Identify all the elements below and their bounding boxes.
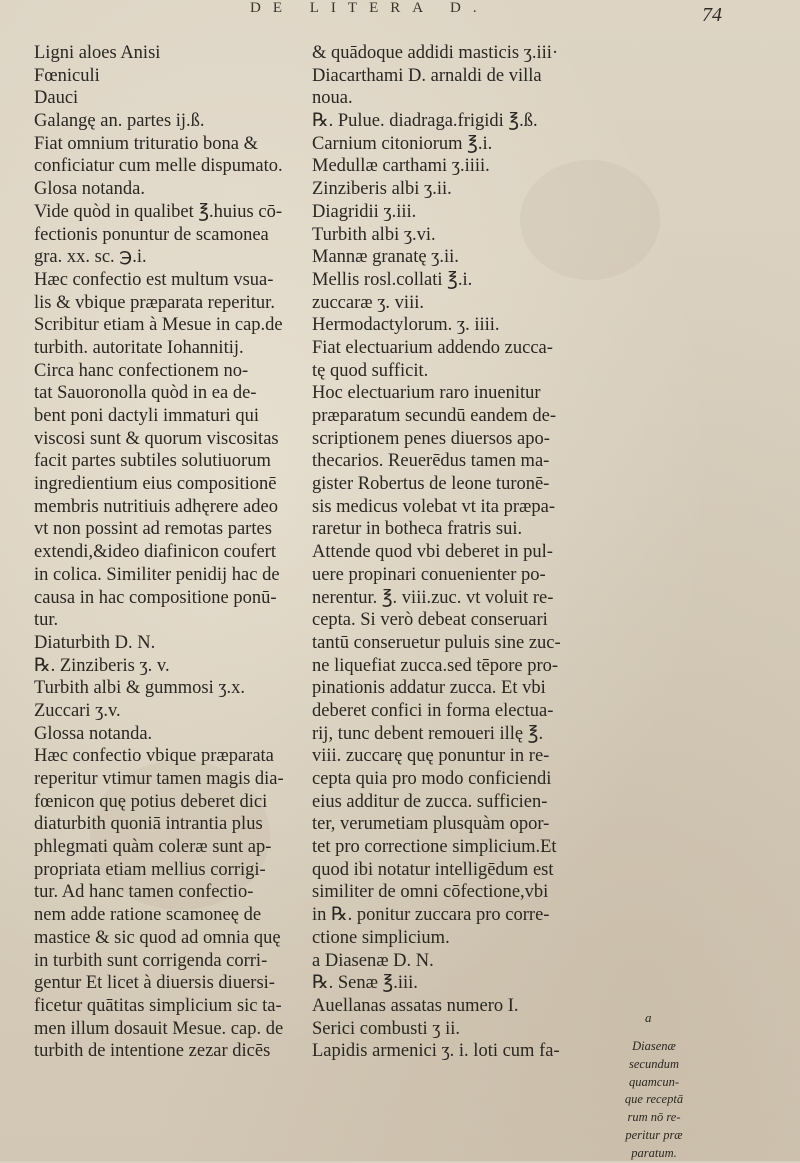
text-line: phlegmati quàm coleræ sunt ap-	[34, 837, 272, 858]
margin-note-line: rum nō re-	[627, 1110, 681, 1125]
margin-note-key: a	[645, 1010, 652, 1025]
text-line: gister Robertus de leone turonē-	[312, 474, 550, 495]
text-line: causa in hac compositione ponū-	[34, 587, 277, 608]
text-line: raretur in botheca fratris sui.	[312, 519, 523, 540]
text-line: sis medicus volebat vt ita præpa-	[312, 496, 556, 517]
text-line: Turbith albi & gummosi ʒ.x.	[34, 678, 246, 699]
text-line: cepta. Si verò debeat conseruari	[312, 610, 548, 631]
text-line: viscosi sunt & quorum viscositas	[34, 428, 279, 449]
text-line: Glosa notanda.	[34, 179, 145, 200]
text-line: Zuccari ʒ.v.	[34, 700, 121, 721]
text-line: noua.	[312, 88, 353, 109]
right-text-column	[312, 42, 578, 1063]
text-line: Medullæ carthami ʒ.iiii.	[312, 156, 490, 177]
text-line: Zinziberis albi ʒ.ii.	[312, 179, 452, 200]
text-line: facit partes subtiles solutiuorum	[34, 451, 271, 472]
text-line: tat Sauoronolla quòd in ea de-	[34, 383, 257, 404]
text-line: bent poni dactyli immaturi qui	[34, 406, 260, 426]
text-line: Circa hanc confectionem no-	[34, 360, 249, 381]
text-line: Serici combusti ʒ ii.	[312, 1018, 460, 1039]
page-number: 74	[702, 4, 722, 26]
text-line: Attende quod vbi deberet in pul-	[312, 542, 553, 563]
text-line: in turbith sunt corrigenda corri-	[34, 950, 268, 971]
text-line: fœnicon quę potius deberet dici	[34, 791, 268, 812]
margin-note-line: secundum	[629, 1056, 679, 1071]
text-line: Dauci	[34, 88, 79, 109]
text-line: tet pro correctione simplicium.Et	[312, 837, 557, 858]
text-line: Turbith albi ʒ.vi.	[312, 224, 436, 245]
text-line: gra. xx. sc. ℈.i.	[34, 247, 147, 268]
text-line: similiter de omni cōfectione,vbi	[312, 882, 549, 903]
text-line: pinationis addatur zucca. Et vbi	[312, 678, 546, 699]
text-line: viii. zuccarę quę ponuntur in re-	[312, 746, 550, 767]
text-line: turbith de intentione zezar dicēs	[34, 1041, 271, 1062]
text-line: ne liquefiat zucca.sed tēpore pro-	[312, 655, 559, 676]
margin-note	[604, 1038, 704, 1163]
text-line: Lapidis armenici ʒ. i. loti cum fa-	[312, 1041, 560, 1062]
text-line: Glossa notanda.	[34, 723, 153, 744]
text-line: Scribitur etiam à Mesue in cap.de	[34, 315, 283, 336]
text-line: Diagridii ʒ.iii.	[312, 201, 417, 222]
text-line: eius additur de zucca. sufficien-	[312, 791, 548, 812]
margin-note-line: peritur præ	[625, 1127, 683, 1142]
text-line: turbith. autoritate Iohannitij.	[34, 337, 244, 358]
text-line: nem adde ratione scamoneę de	[34, 905, 262, 926]
text-line: Hermodactylorum. ʒ. iiii.	[312, 315, 500, 336]
text-line: Fœniculi	[34, 65, 100, 86]
text-line: a Diasenæ D. N.	[312, 950, 434, 971]
text-line: vt non possint ad remotas partes	[34, 519, 272, 540]
text-line: gentur Et licet à diuersis diuersi-	[34, 973, 275, 994]
running-head: DE LITERA D.	[250, 0, 489, 16]
text-line: deberet confici in forma electua-	[312, 700, 554, 721]
text-line: fectionis ponuntur de scamonea	[34, 224, 269, 245]
text-line: reperitur vtimur tamen magis dia-	[34, 769, 284, 789]
text-line: cepta quia pro modo conficiendi	[312, 769, 552, 789]
text-line: Hæc confectio vbique præparata	[34, 746, 274, 767]
text-line: diaturbith quoniā intrantia plus	[34, 814, 263, 835]
text-line: conficiatur cum melle dispumato.	[34, 156, 283, 177]
text-line: tur.	[34, 610, 59, 631]
text-line: Auellanas assatas numero I.	[312, 995, 519, 1016]
margin-note-line: que receptā	[624, 1092, 684, 1107]
text-line: uere propinari conuenienter po-	[312, 564, 546, 585]
text-line: Diaturbith D. N.	[34, 632, 156, 653]
text-line: propriata etiam mellius corrigi-	[34, 859, 266, 880]
text-line: Fiat omnium trituratio bona &	[34, 133, 259, 154]
text-line: ℞. Pulue. diadraga.frigidi ℥.ß.	[312, 111, 538, 132]
text-line: Mannæ granatę ʒ.ii.	[312, 247, 459, 268]
text-line: Mellis rosl.collati ℥.i.	[312, 269, 473, 290]
text-line: & quādoque addidi masticis ʒ.iii·	[312, 43, 559, 63]
text-line: rij, tunc debent remoueri illę ℥.	[312, 723, 544, 744]
text-line: zuccaræ ʒ. viii.	[312, 292, 424, 313]
text-line: Diacarthami D. arnaldi de villa	[312, 65, 542, 86]
text-line: in ℞. ponitur zuccara pro corre-	[312, 905, 550, 926]
text-line: tantū conseruetur puluis sine zuc-	[312, 632, 561, 653]
left-text-column	[34, 42, 306, 1063]
text-line: ficetur quātitas simplicium sic ta-	[34, 995, 282, 1016]
text-line: ctione simplicium.	[312, 927, 450, 948]
text-line: scriptionem penes diuersos apo-	[312, 428, 550, 449]
text-line: quod ibi notatur intelligēdum est	[312, 859, 554, 880]
text-line: Fiat electuarium addendo zucca-	[312, 337, 553, 358]
text-line: lis & vbique præparata reperitur.	[34, 292, 275, 313]
text-line: men illum dosauit Mesue. cap. de	[34, 1018, 284, 1039]
text-line: Vide quòd in qualibet ℥.huius cō-	[34, 201, 282, 222]
margin-note-line: quamcun-	[629, 1074, 679, 1089]
text-line: præparatum secundū eandem de-	[312, 406, 557, 426]
text-line: tur. Ad hanc tamen confectio-	[34, 882, 254, 903]
text-line: ter, verumetiam plusquàm opor-	[312, 814, 550, 835]
text-line: thecarios. Reuerēdus tamen ma-	[312, 451, 550, 472]
text-line: Carnium citoniorum ℥.i.	[312, 133, 493, 154]
text-line: ℞. Senæ ℥.iii.	[312, 973, 418, 994]
margin-note-line: Diasenæ	[632, 1039, 676, 1053]
margin-note-line: paratum.	[631, 1145, 677, 1160]
text-line: ingredientium eius compositionē	[34, 474, 277, 495]
text-line: nerentur. ℥. viii.zuc. vt voluit re-	[312, 587, 554, 608]
text-line: Ligni aloes Anisi	[34, 43, 161, 63]
text-line: Galangę an. partes ij.ß.	[34, 111, 205, 132]
text-line: extendi,&ideo diafinicon coufert	[34, 542, 276, 563]
text-line: tę quod sufficit.	[312, 360, 429, 381]
text-line: Hoc electuarium raro inuenitur	[312, 383, 541, 404]
text-line: membris nutritiuis adhęrere adeo	[34, 496, 279, 517]
text-line: Hæc confectio est multum vsua-	[34, 269, 274, 290]
text-line: ℞. Zinziberis ʒ. v.	[34, 655, 170, 676]
text-line: mastice & sic quod ad omnia quę	[34, 927, 281, 948]
text-line: in colica. Similiter penidij hac de	[34, 564, 280, 585]
